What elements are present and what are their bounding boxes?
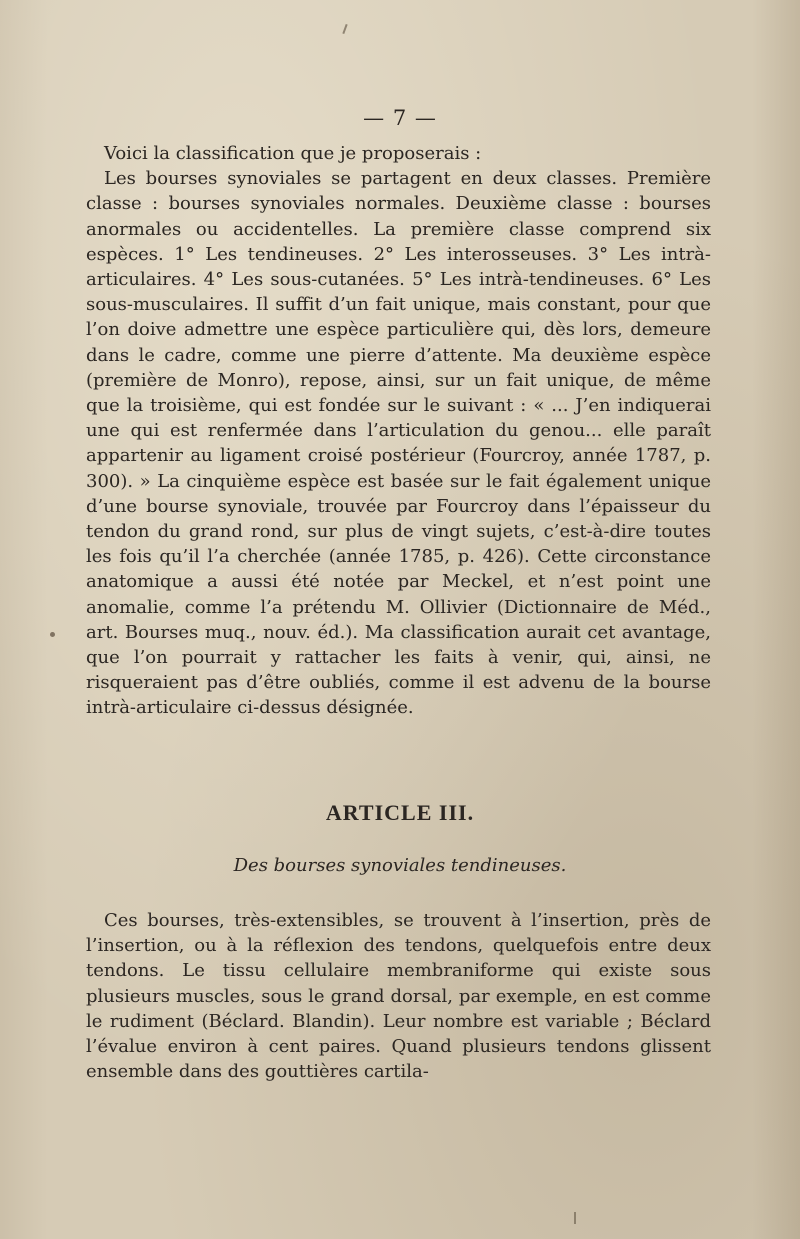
paragraph: Ces bourses, très-extensibles, se trouvent à l’insertion, près de l’insertion, ou à la réflexion des tendons, quelquefois entre deux tendons. Le tissu cellulaire membraniforme qui existe sous plusieurs muscles, sous le grand dorsal, par exemple, en est comme le rudiment (Béclard. Blandin). Leur nombre est variable ; Béclard l’évalue environ à cent paires. Quand plusieurs tendons glissent ensemble dans des gouttières cartila- — [86, 910, 711, 1083]
article-heading: ARTICLE III. — [325, 800, 475, 825]
ink-speck — [574, 1212, 576, 1224]
page-number: — 7 — — [363, 106, 437, 130]
paragraph: Les bourses synoviales se partagent en deux classes. Première classe : bourses synoviales normales. Deuxième classe : bourses anormales ou accidentelles. La première classe comprend six espèces. 1° Les tendineuses. 2° Les interosseuses. 3° Les intrà-articulaires. 4° Les sous-cutanées. 5° Les intrà-tendineuses. 6° Les sous-musculaires. Il suffit d’un fait unique, mais constant, pour que l’on doive admettre une espèce particulière qui, dès lors, demeure dans le cadre, comme une pierre d’attente. Ma deuxième espèce (première de Monro), repose, ainsi, sur un fait unique, de même que la troisième, qui est fondée sur le suivant : « ... J’en indiquerai une qui est renfermée dans l’articulation du genou... elle paraît appartenir au ligament croisé postérieur (Fourcroy, année 1787, p. 300). » La cinquième espèce est basée sur le fait également unique d’une bourse synoviale, trouvée par Fourcroy dans l’épaisseur du tendon du grand rond, sur plus de vingt sujets, c’est-à-dire toutes les fois qu’il l’a cherchée (année 1785, p. 426). Cette circonstance anatomique a aussi été notée par Meckel, et n’est point une anomalie, comme l’a prétendu M. Ollivier (Dictionnaire de Méd., art. Bourses muq., nouv. éd.). Ma classification aurait cet avantage, que l’on pourrait y rattacher les faits à venir, qui, ainsi, ne risqueraient pas d’être oubliés, comme il est advenu de la bourse intrà-articulaire ci-dessus désignée. — [86, 168, 711, 719]
article-subheading: Des bourses synoviales tendineuses. — [233, 855, 567, 876]
paragraph: Voici la classification que je proposerais : — [104, 143, 482, 164]
body-text-after-heading — [86, 908, 711, 1084]
ink-speck — [50, 632, 55, 637]
body-text — [86, 141, 711, 721]
ink-speck — [342, 24, 347, 34]
